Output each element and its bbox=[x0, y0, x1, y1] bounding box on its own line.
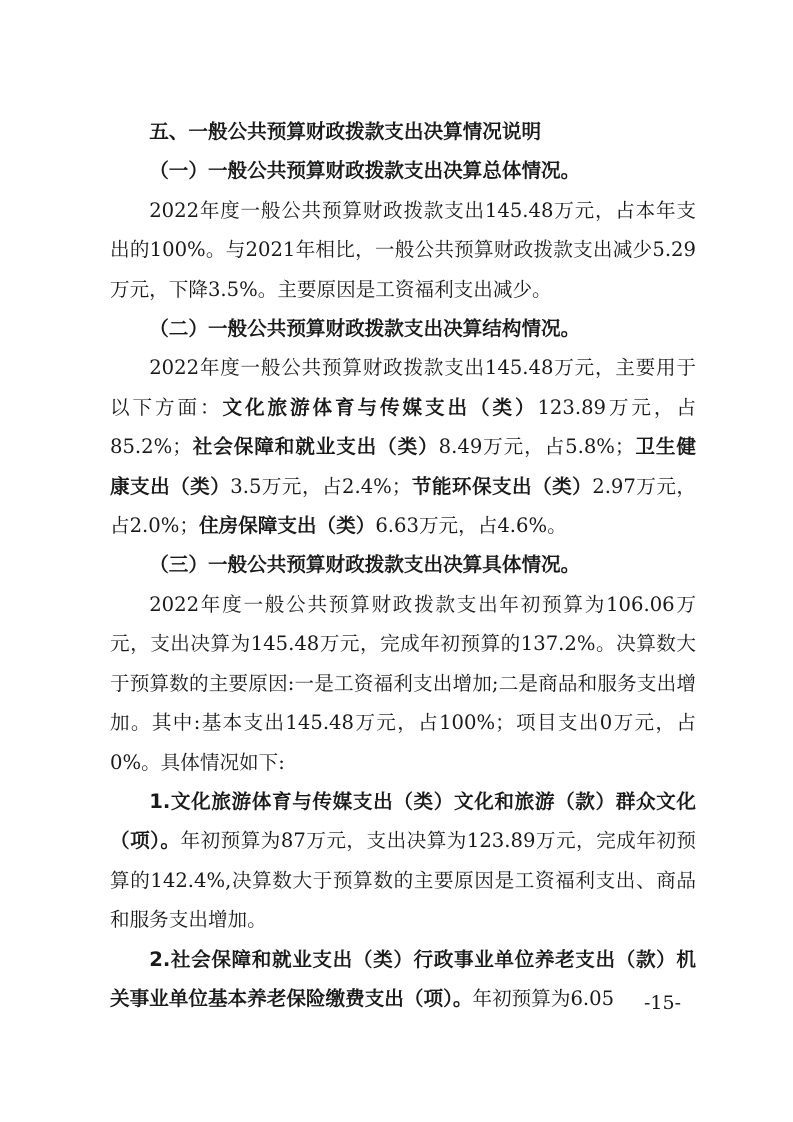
section2-body bbox=[110, 348, 696, 545]
main-heading: 五、一般公共预算财政拨款支出决算情况说明 bbox=[149, 120, 542, 143]
section2-item2-name: 社会保障和就业支出（类） bbox=[191, 435, 439, 459]
section2-item3-name: 卫生健康支出（类） bbox=[110, 435, 697, 498]
section3-title: （三）一般公共预算财政拨款支出决算具体情况。 bbox=[149, 553, 581, 577]
section2-item3-value: 3.5万元，占2.4%； bbox=[230, 474, 412, 498]
section2-item4-name: 节能环保支出（类） bbox=[411, 474, 593, 498]
section2-item5-value: 6.63万元，占4.6%。 bbox=[375, 514, 567, 538]
section2-item1-name: 文化旅游体育与传媒支出（类） bbox=[222, 395, 538, 419]
section2-item1-value: 123.89万元，占85.2%； bbox=[110, 395, 697, 459]
section3-item1 bbox=[110, 782, 696, 940]
document-body bbox=[110, 112, 696, 1018]
section3-item1-title: 1.文化旅游体育与传媒支出（类）文化和旅游（款）群众文化（项）。 bbox=[110, 789, 696, 853]
section3-body: 2022年度一般公共预算财政拨款支出年初预算为106.06万元，支出决算为145.48万元，完成年初预算的137.2%。决算数大于预算数的主要原因:一是工资福利支出增加;二是商品和服务支出增加。其中:基本支出145.48万元，占100%；项目支出0万元，占0%。具体情况如下: bbox=[110, 592, 696, 774]
section2-intro: 2022年度一般公共预算财政拨款支出145.48万元，主要用于以下方面： bbox=[110, 356, 696, 419]
section3-item2-title: 2.社会保障和就业支出（类）行政事业单位养老支出（款）机关事业单位基本养老保险缴费支出（项）。 bbox=[110, 947, 696, 1010]
section1-title: （一）一般公共预算财政拨款支出决算总体情况。 bbox=[149, 159, 581, 183]
section2-title: （二）一般公共预算财政拨款支出决算结构情况。 bbox=[149, 317, 581, 341]
page-number: -15- bbox=[643, 992, 681, 1014]
section1-body: 2022年度一般公共预算财政拨款支出145.48万元，占本年支出的100%。与2021年相比，一般公共预算财政拨款支出减少5.29万元，下降3.5%。主要原因是工资福利支出减少。 bbox=[110, 198, 696, 301]
section2-item5-name: 住房保障支出（类） bbox=[198, 514, 376, 538]
section3-item2 bbox=[110, 940, 696, 1019]
section2-item4-value: 2.97万元，占2.0%； bbox=[110, 474, 696, 538]
section2-item2-value: 8.49万元，占5.8%； bbox=[438, 435, 635, 459]
section3-item2-body: 年初预算为6.05 bbox=[472, 986, 615, 1010]
section3-item1-body: 年初预算为87万元，支出决算为123.89万元，完成年初预算的142.4%,决算数大于预算数的主要原因是工资福利支出、商品和服务支出增加。 bbox=[110, 829, 696, 932]
